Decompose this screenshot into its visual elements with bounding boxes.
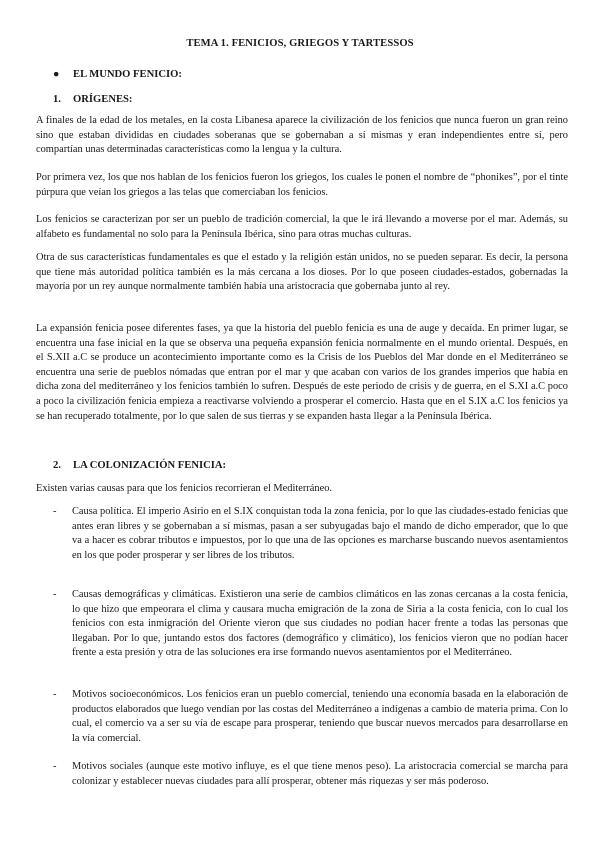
list-item-text: Motivos socioeconómicos. Los fenicios eran un pueblo comercial, teniendo una economía basada en la elaboración de productos elaborados que luego vendían por las costas del Mediterráneo a indígenas a cambio de materia prima. Con lo cual, el comercio va a ser su vía de escape para prosperar, teniendo que buscar nuevos mercados para desarrollarse en la vía comercial. xyxy=(72,689,568,744)
subsection-number: 2. xyxy=(53,460,61,471)
section-heading-label: EL MUNDO FENICIO: xyxy=(73,69,182,80)
paragraph: Otra de sus características fundamentales es que el estado y la religión están unidos, no se pueden separar. Es decir, la persona que tiene más autoridad política también es la más cercana a los dioses. Por lo que poseen ciudades-estados, gobernadas la mayoría por un rey aunque normalmente también había una aristocracia que gobernaba junto al rey. xyxy=(36,252,568,293)
dash-marker: - xyxy=(53,761,57,772)
paragraph: Por primera vez, los que nos hablan de los fenicios fueron los griegos, los cuales le ponen el nombre de “phonikes”, por el tinte púrpura que veían los griegos a las telas que comerciaban los fenicios. xyxy=(36,172,568,198)
paragraph: Los fenicios se caracterizan por ser un pueblo de tradición comercial, la que le irá llevando a moverse por el mar. Además, su alfabeto es fundamental no solo para la Península Ibérica, sino para otras muchas culturas. xyxy=(36,214,568,240)
document-title: TEMA 1. FENICIOS, GRIEGOS Y TARTESSOS xyxy=(186,38,414,49)
dash-marker: - xyxy=(53,689,57,700)
dash-marker: - xyxy=(53,506,57,517)
subsection-heading-label: ORÍGENES: xyxy=(73,94,133,105)
paragraph: A finales de la edad de los metales, en la costa Libanesa aparece la civilización de los fenicios que nunca fueron un gran reino sino que estaban divididas en ciudades soberanas que se gobernaban a sí mismas y eran independientes entre sí, pero compartían unas determinadas características como la lengua y la cultura. xyxy=(36,115,568,156)
paragraph: La expansión fenicia posee diferentes fases, ya que la historia del pueblo fenicia es una de auge y decaída. En primer lugar, se encuentra una fase inicial en la que se observa una pequeña expansión fenicia normalmente en el mundo oriental. Después, en el S.XII a.C se produce un acontecimiento importante como es la Crisis de los Pueblos del Mar donde en el Mediterráneo se encuentra una serie de pueblos nómadas que entran por el mar y que acaban con varios de los grandes imperios que había en dicha zona del mediterráneo y los fenicios también lo sufren. Después de este periodo de crisis y de guerra, en el S.XI a.C poco a poco la civilización fenicia empieza a reactivarse volviendo a prosperar el comercio. Hasta que en el S.IX a.C los fenicios ya se han recuperado totalmente, por lo que salen de sus tierras y se expanden hasta llegar a la Península Ibérica. xyxy=(36,323,568,422)
bullet-marker: ● xyxy=(53,69,60,80)
list-item-text: Motivos sociales (aunque este motivo influye, es el que tiene menos peso). La aristocracia comercial se marcha para colonizar y establecer nuevas ciudades para allí prosperar, obtener más riquezas y ser más poderoso. xyxy=(72,761,568,787)
subsection-number: 1. xyxy=(53,94,61,105)
list-item-text: Causa política. El imperio Asirio en el S.IX conquistan toda la zona fenicia, por lo que las ciudades-estado fenicias que antes eran libres y se gobernaban a sí mismas, pasan a ser subyugadas bajo el mando de dicho emperador, que lo que va a hacer es cobrar tributos e impuestos, por lo que una de las opciones es marcharse buscando nuevos asentamientos en los que poder prosperar y ser libres de los tributos. xyxy=(72,506,568,561)
subsection-heading-label: LA COLONIZACIÓN FENICIA: xyxy=(73,460,227,471)
list-item-text: Causas demográficas y climáticas. Existieron una serie de cambios climáticos en las zonas cercanas a la costa fenicia, lo que hizo que empeorara el clima y causara mucha emigración de la zona de Siria a la costa fenicia, con lo cual los fenicios con esta inmigración del Oriente vieron que sus ciudades no podían hacer frente a todas las personas que llegaban. Por lo que, juntando estos dos factores (demográfico y climático), los fenicios vieron que no podían hacer frente a esta presión y otra de las soluciones era irse formando nuevos asentamientos por el Mediterráneo. xyxy=(72,589,568,659)
dash-marker: - xyxy=(53,589,57,600)
paragraph: Existen varias causas para que los fenicios recorrieran el Mediterráneo. xyxy=(36,483,333,494)
